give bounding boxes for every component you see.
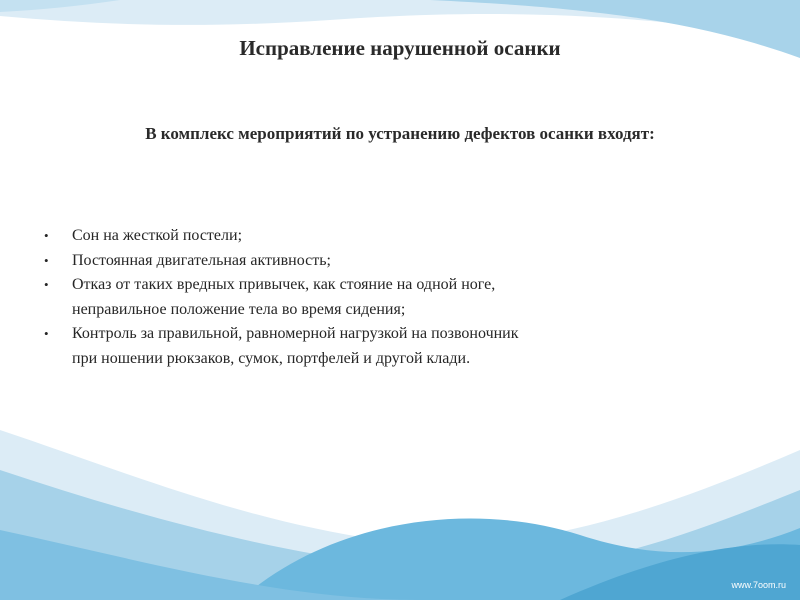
list-item [40,273,520,322]
list-item [40,224,520,249]
list-item [40,249,520,274]
bullet-marker: • [44,326,49,341]
list-item [40,322,520,371]
bullet-marker: • [44,228,49,243]
slide-subtitle: В комплекс мероприятий по устранению дефектов осанки входят: [145,124,655,143]
bullet-list [40,224,520,371]
bullet-marker: • [44,252,49,268]
list-item-text: Контроль за правильной, равномерной нагрузкой на позвоночник при ношении рюкзаков, сумок, портфелей и другой клади. [72,325,519,367]
bullet-marker: • [44,277,49,292]
list-item-text: Сон на жесткой постели; [72,227,243,244]
list-item-text: Отказ от таких вредных привычек, как стояние на одной ноге, неправильное положение тела во время сидения; [72,276,496,318]
footer-url: www.7oom.ru [731,580,786,590]
list-item-text: Постоянная двигательная активность; [72,251,331,269]
slide-title: Исправление нарушенной осанки [239,36,561,60]
